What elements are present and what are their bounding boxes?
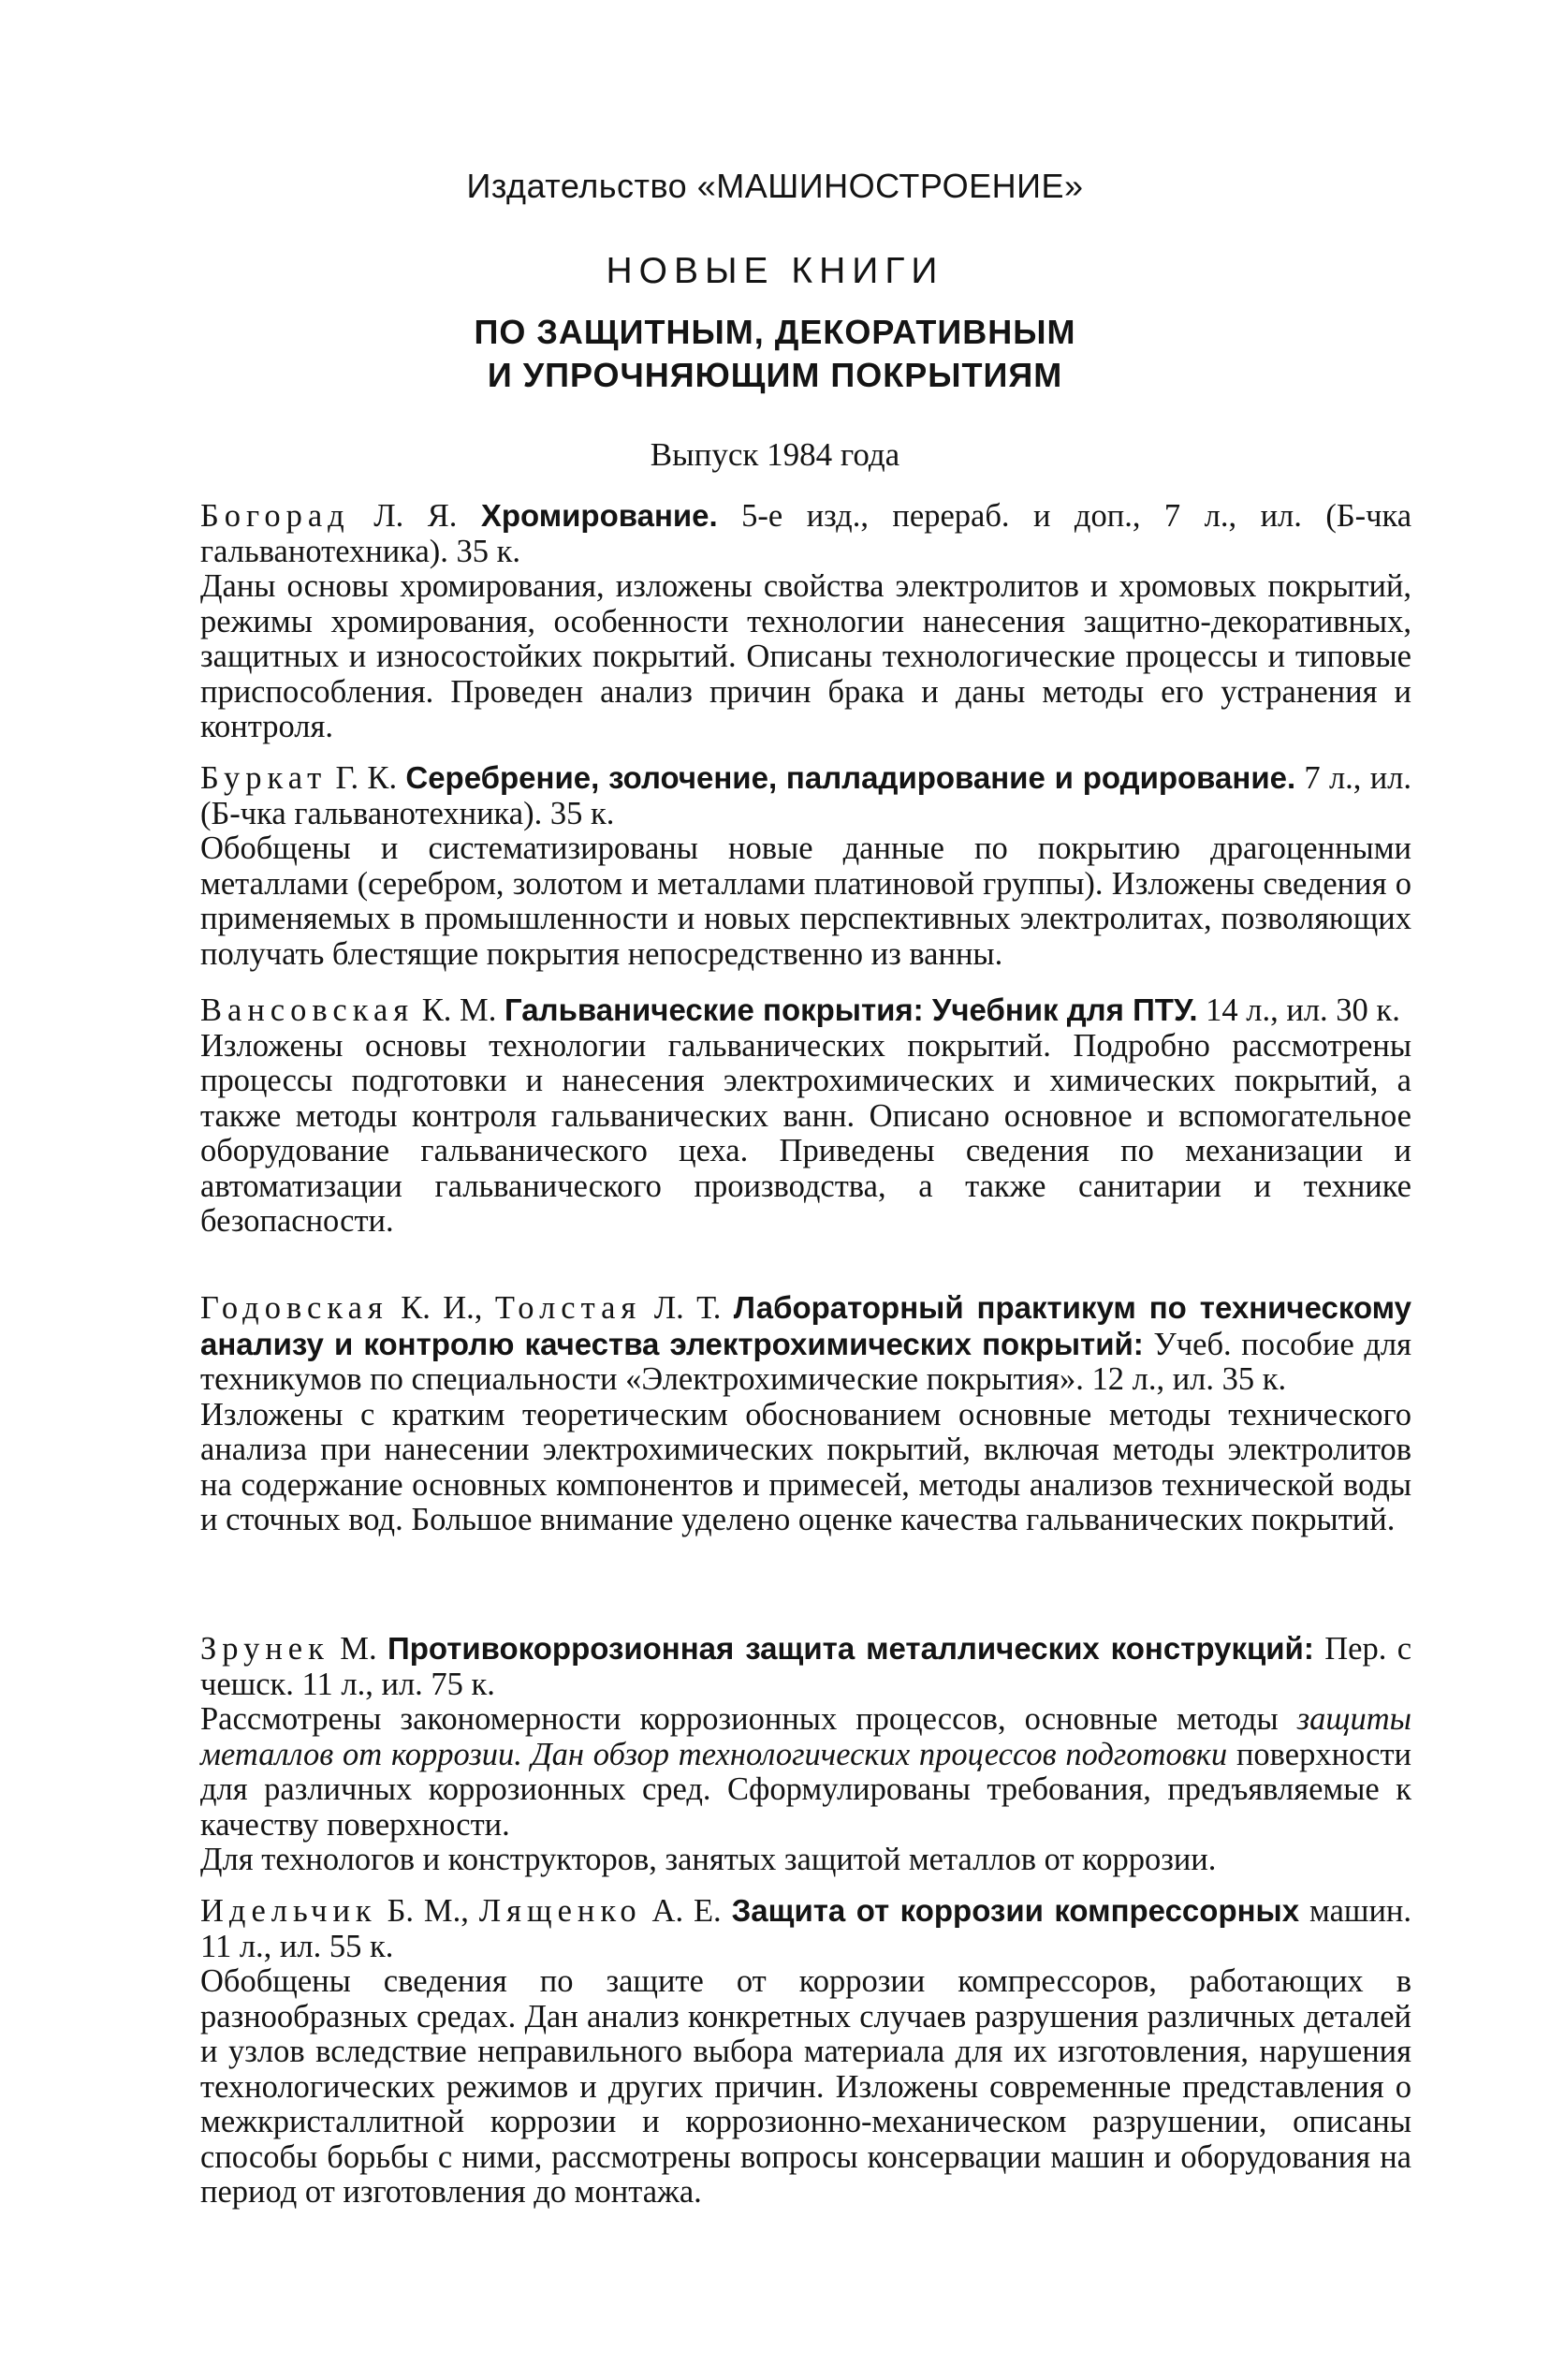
entry-details: Учеб. пособие для техникумов по специальности «Электрохимические покрытия». 12 л., ил. 35 к. xyxy=(200,1326,1412,1397)
entry-initials: Г. К. xyxy=(335,760,398,796)
entry-citation xyxy=(200,1631,1411,1702)
entry-initials-2: А. Е. xyxy=(651,1893,722,1929)
entry-description: Обобщены сведения по защите от коррозии компрессоров, работающих в разнообразных средах. Дан анализ конкретных случаев разрушения различных деталей и узлов вследствие неправильного выбора материала для их изготовления, нарушения технологических режимов и других причин. Изложены современные представления о межкристаллитной коррозии и коррозионно-механическом разрушении, описаны способы борьбы с ними, рассмотрены вопросы консервации машин и оборудования на период от изготовления до монтажа. xyxy=(200,1963,1411,2210)
entry-citation xyxy=(200,760,1411,831)
section-heading: НОВЫЕ КНИГИ xyxy=(606,251,944,291)
entry-title: Лабораторный практикум по техническому анализу и контролю качества электрохимических покрытий: xyxy=(200,1290,1411,1361)
issue-line: Выпуск 1984 года xyxy=(650,436,900,473)
entry-title: Хромирование. xyxy=(480,498,718,533)
entry-title: Противокоррозионная защита металлических конструкций: xyxy=(388,1631,1314,1666)
entry-citation xyxy=(200,1290,1411,1398)
entry-author-2: Толстая xyxy=(494,1290,642,1326)
book-entry xyxy=(200,1893,1411,2211)
entry-details: 7 л., ил. (Б-чка гальванотехника). 35 к. xyxy=(200,760,1412,831)
entry-initials: Л. Я. xyxy=(373,498,458,534)
book-entry xyxy=(200,992,1411,1240)
entry-description: Обобщены и систематизированы новые данные по покрытию драгоценными металлами (серебром, золотом и металлами платиновой группы). Изложены сведения о применяемых в промышленности и новых перспективных электролитах, позволяющих получать блестящие покрытия непосредственно из ванны. xyxy=(200,830,1411,972)
book-entry xyxy=(200,498,1411,745)
entry-initials: К. И., xyxy=(401,1290,483,1326)
entry-description xyxy=(200,1702,1411,1843)
entry-details: 5-е изд., перераб. и доп., 7 л., ил. (Б-чка гальванотехника). 35 к. xyxy=(200,498,1412,569)
entry-description-part: Рассмотрены закономерности коррозионных процессов, основные методы xyxy=(200,1701,1279,1737)
entry-details: машин. 11 л., ил. 55 к. xyxy=(200,1893,1412,1964)
entry-description: Даны основы хромирования, изложены свойства электролитов и хромовых покрытий, режимы хромирования, особенности технологии нанесения защитно-декоративных, защитных и износостойких покрытий. Описаны технологические процессы и типовые приспособления. Проведен анализ причин брака и даны методы его устранения и контроля. xyxy=(200,568,1411,744)
entry-initials: К. М. xyxy=(421,992,497,1028)
entry-audience: Для технологов и конструкторов, занятых защитой металлов от коррозии. xyxy=(200,1842,1217,1877)
entry-author: Буркат xyxy=(200,760,328,796)
entry-description: Изложены основы технологии гальванических покрытий. Подробно рассмотрены процессы подготовки и нанесения электрохимических и химических покрытий, а также методы контроля гальванических ванн. Описано основное и вспомогательное оборудование гальванического цеха. Приведены сведения по механизации и автоматизации гальванического производства, а также санитарии и технике безопасности. xyxy=(200,1027,1411,1239)
entry-author: Богорад xyxy=(200,498,350,534)
entry-description-italic: защиты металлов от коррозии. Дан обзор технологических процессов подготовки xyxy=(200,1701,1412,1772)
entry-description: Изложены с кратким теоретическим обоснованием основные методы технического анализа при нанесении электрохимических покрытий, включая методы электролитов на содержание основных компонентов и примесей, методы анализов технической воды и сточных вод. Большое внимание уделено оценке качества гальванических покрытий. xyxy=(200,1396,1411,1537)
book-entry xyxy=(200,760,1411,972)
entry-title: Серебрение, золочение, палладирование и родирование. xyxy=(405,760,1296,795)
entry-author: Идельчик xyxy=(200,1893,377,1929)
entry-initials-2: Л. Т. xyxy=(653,1290,722,1326)
entry-initials: М. xyxy=(340,1631,377,1667)
entry-author: Годовская xyxy=(200,1290,388,1326)
entry-description-part: поверхности для различных коррозионных сред. Сформулированы требования, предъявляемые к качеству поверхности. xyxy=(200,1736,1411,1843)
entry-title: Гальванические покрытия: Учебник для ПТУ. xyxy=(504,992,1198,1027)
subject-title-line-1: ПО ЗАЩИТНЫМ, ДЕКОРАТИВНЫМ xyxy=(474,313,1076,351)
entry-author-2: Лященко xyxy=(478,1893,642,1929)
entry-details: Пер. с чешск. 11 л., ил. 75 к. xyxy=(200,1631,1412,1702)
book-entry xyxy=(200,1631,1411,1878)
entry-citation xyxy=(200,1893,1411,1964)
entry-citation xyxy=(200,498,1411,569)
entry-initials: Б. М., xyxy=(387,1893,469,1929)
entry-title: Защита от коррозии компрессорных xyxy=(731,1893,1300,1928)
entry-author: Зрунек xyxy=(200,1631,329,1667)
subject-title-line-2: И УПРОЧНЯЮЩИМ ПОКРЫТИЯМ xyxy=(487,356,1063,394)
publisher-line: Издательство «МАШИНОСТРОЕНИЕ» xyxy=(466,167,1084,205)
entry-citation xyxy=(200,992,1411,1029)
book-entry xyxy=(200,1290,1411,1538)
entry-details: 14 л., ил. 30 к. xyxy=(1206,992,1400,1028)
entry-author: Вансовская xyxy=(200,992,415,1028)
